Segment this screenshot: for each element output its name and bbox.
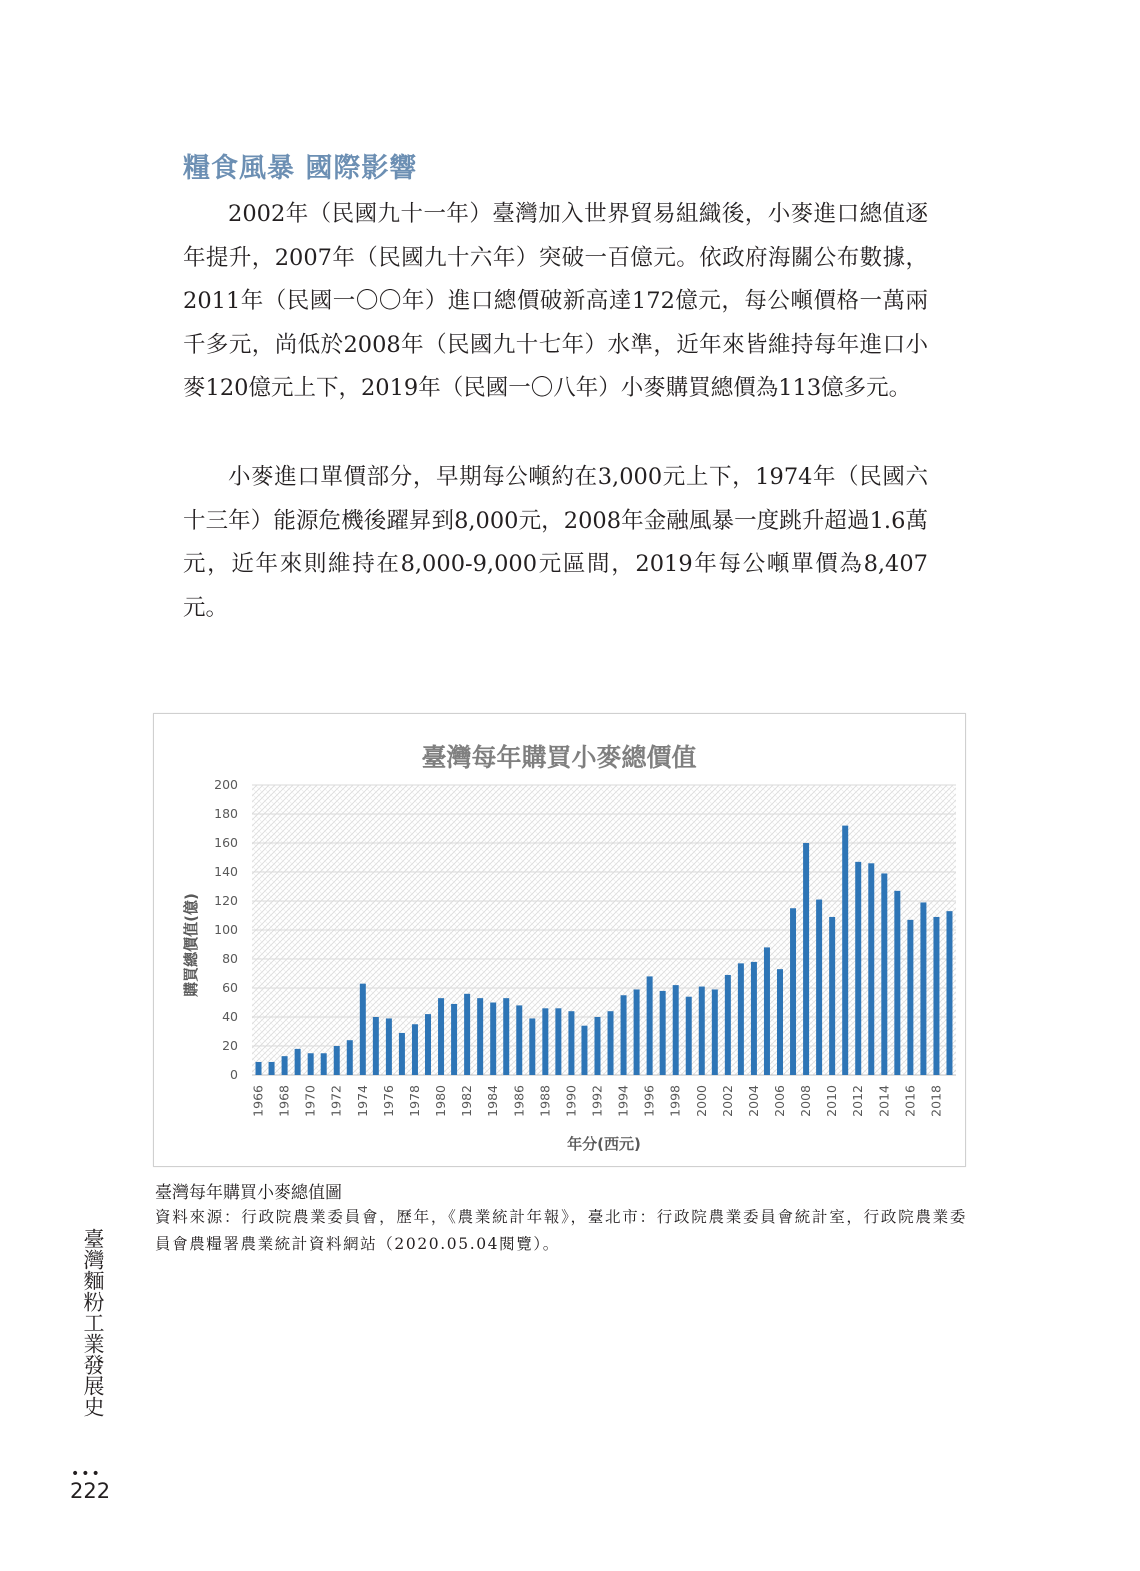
x-tick-label: 1978 xyxy=(406,1085,422,1117)
x-tick-label: 1966 xyxy=(250,1085,266,1117)
x-tick-label: 1986 xyxy=(511,1085,527,1117)
bar-1988 xyxy=(542,1008,548,1075)
y-tick-label: 60 xyxy=(222,980,238,995)
x-tick-label: 1984 xyxy=(485,1085,501,1117)
x-tick-label: 1996 xyxy=(641,1085,657,1117)
bar-1970 xyxy=(308,1053,314,1075)
x-tick-label: 1992 xyxy=(589,1085,605,1117)
bar-2003 xyxy=(738,963,744,1075)
y-tick-label: 100 xyxy=(214,922,238,937)
y-tick-label: 200 xyxy=(214,777,238,792)
bar-1983 xyxy=(477,998,483,1075)
x-tick-label: 2000 xyxy=(693,1085,709,1117)
figure-source: 資料來源：行政院農業委員會，歷年，《農業統計年報》，臺北市：行政院農業委員會統計室，行政院農業委員會農糧署農業統計資料網站（2020.05.04閱覽）。 xyxy=(155,1208,967,1253)
bar-1999 xyxy=(686,997,692,1075)
x-tick-label: 1998 xyxy=(667,1085,683,1117)
x-tick-label: 1974 xyxy=(354,1085,370,1117)
bar-1979 xyxy=(425,1014,431,1075)
bar-1993 xyxy=(608,1011,614,1075)
bar-1987 xyxy=(529,1018,535,1075)
bar-2013 xyxy=(868,863,874,1075)
bar-1985 xyxy=(503,998,509,1075)
y-tick-labels xyxy=(214,777,238,1082)
x-tick-label: 1968 xyxy=(276,1085,292,1117)
bar-2019 xyxy=(946,911,952,1075)
bar-1966 xyxy=(256,1062,262,1075)
y-axis-label: 購買總價值(億) xyxy=(182,893,200,997)
bar-1992 xyxy=(594,1017,600,1075)
bar-2008 xyxy=(803,843,809,1075)
bar-2014 xyxy=(881,873,887,1075)
bar-1974 xyxy=(360,984,366,1075)
chart-svg xyxy=(154,714,965,1166)
x-tick-labels xyxy=(251,1085,944,1117)
bar-1997 xyxy=(660,991,666,1075)
bar-1977 xyxy=(399,1033,405,1075)
bar-1982 xyxy=(464,994,470,1075)
bar-2000 xyxy=(699,987,705,1075)
x-tick-label: 2018 xyxy=(928,1085,944,1117)
bar-2006 xyxy=(777,969,783,1075)
x-tick-label: 1982 xyxy=(459,1085,475,1117)
bar-2004 xyxy=(751,962,757,1075)
bar-1969 xyxy=(295,1049,301,1075)
x-tick-label: 1970 xyxy=(302,1085,318,1117)
bar-2016 xyxy=(907,920,913,1075)
bar-1994 xyxy=(621,995,627,1075)
x-tick-label: 2002 xyxy=(719,1085,735,1117)
bar-1981 xyxy=(451,1004,457,1075)
y-tick-label: 20 xyxy=(222,1038,238,1053)
bar-1989 xyxy=(555,1008,561,1075)
bar-1967 xyxy=(269,1062,275,1075)
bar-2005 xyxy=(764,947,770,1075)
y-tick-label: 40 xyxy=(222,1009,238,1024)
x-axis-label: 年分(西元) xyxy=(567,1135,641,1153)
x-tick-label: 2008 xyxy=(798,1085,814,1117)
body-paragraph-1: 2002年（民國九十一年）臺灣加入世界貿易組織後，小麥進口總值逐年提升，2007年（民國九十六年）突破一百億元。依政府海關公布數據，2011年（民國一〇〇年）進口總價破新高達172億元，每公噸價格一萬兩千多元，尚低於2008年（民國九十七年）水準，近年來皆維持每年進口小麥120億元上下，2019年（民國一〇八年）小麥購買總價為113億多元。 xyxy=(183,201,928,401)
bar-2009 xyxy=(816,900,822,1075)
chart-title: 臺灣每年購買小麥總價值 xyxy=(421,743,697,772)
y-tick-label: 120 xyxy=(214,893,238,908)
x-tick-label: 2014 xyxy=(876,1085,892,1117)
bar-2017 xyxy=(920,902,926,1075)
bar-1995 xyxy=(634,989,640,1075)
bar-2011 xyxy=(842,826,848,1075)
bar-1986 xyxy=(516,1005,522,1075)
section-heading: 糧食風暴 國際影響 xyxy=(183,153,418,184)
bar-1996 xyxy=(647,976,653,1075)
body-paragraph-2: 小麥進口單價部分，早期每公噸約在3,000元上下，1974年（民國六十三年）能源危機後躍昇到8,000元，2008年金融風暴一度跳升超過1.6萬元，近年來則維持在8,000-9,000元區間，2019年每公噸單價為8,407元。 xyxy=(183,464,928,621)
bar-2001 xyxy=(712,989,718,1075)
y-tick-label: 160 xyxy=(214,835,238,850)
book-title-vertical: 臺灣麵粉工業發展史 xyxy=(81,1228,105,1417)
bar-1998 xyxy=(673,985,679,1075)
x-tick-label: 1988 xyxy=(537,1085,553,1117)
figure-caption: 臺灣每年購買小麥總值圖 xyxy=(155,1183,342,1203)
bar-2010 xyxy=(829,917,835,1075)
y-tick-label: 140 xyxy=(214,864,238,879)
x-tick-label: 1990 xyxy=(563,1085,579,1117)
x-tick-label: 2016 xyxy=(902,1085,918,1117)
x-tick-label: 2010 xyxy=(824,1085,840,1117)
x-tick-label: 1980 xyxy=(433,1085,449,1117)
page-dots: ••• xyxy=(71,1466,102,1482)
x-tick-label: 1976 xyxy=(380,1085,396,1117)
bar-1991 xyxy=(581,1026,587,1075)
x-tick-label: 2006 xyxy=(772,1085,787,1117)
y-tick-label: 80 xyxy=(222,951,238,966)
bar-1975 xyxy=(373,1017,379,1075)
bar-1978 xyxy=(412,1024,418,1075)
bar-1971 xyxy=(321,1053,327,1075)
y-tick-label: 0 xyxy=(230,1067,238,1082)
bar-1976 xyxy=(386,1018,392,1075)
bar-1990 xyxy=(568,1011,574,1075)
x-tick-label: 2004 xyxy=(745,1085,761,1117)
y-tick-label: 180 xyxy=(214,806,238,821)
x-tick-label: 1972 xyxy=(328,1085,344,1117)
x-tick-label: 1994 xyxy=(615,1085,631,1117)
bar-2007 xyxy=(790,908,796,1075)
bar-1973 xyxy=(347,1040,353,1075)
wheat-value-chart xyxy=(153,713,966,1167)
bar-1968 xyxy=(282,1056,288,1075)
x-tick-label: 2012 xyxy=(850,1085,866,1117)
bar-2012 xyxy=(855,862,861,1075)
bar-2002 xyxy=(725,975,731,1075)
bar-2018 xyxy=(933,917,939,1075)
bar-1984 xyxy=(490,1003,496,1076)
bar-1972 xyxy=(334,1046,340,1075)
bar-1980 xyxy=(438,998,444,1075)
page-number: 222 xyxy=(70,1479,111,1503)
bar-2015 xyxy=(894,891,900,1075)
